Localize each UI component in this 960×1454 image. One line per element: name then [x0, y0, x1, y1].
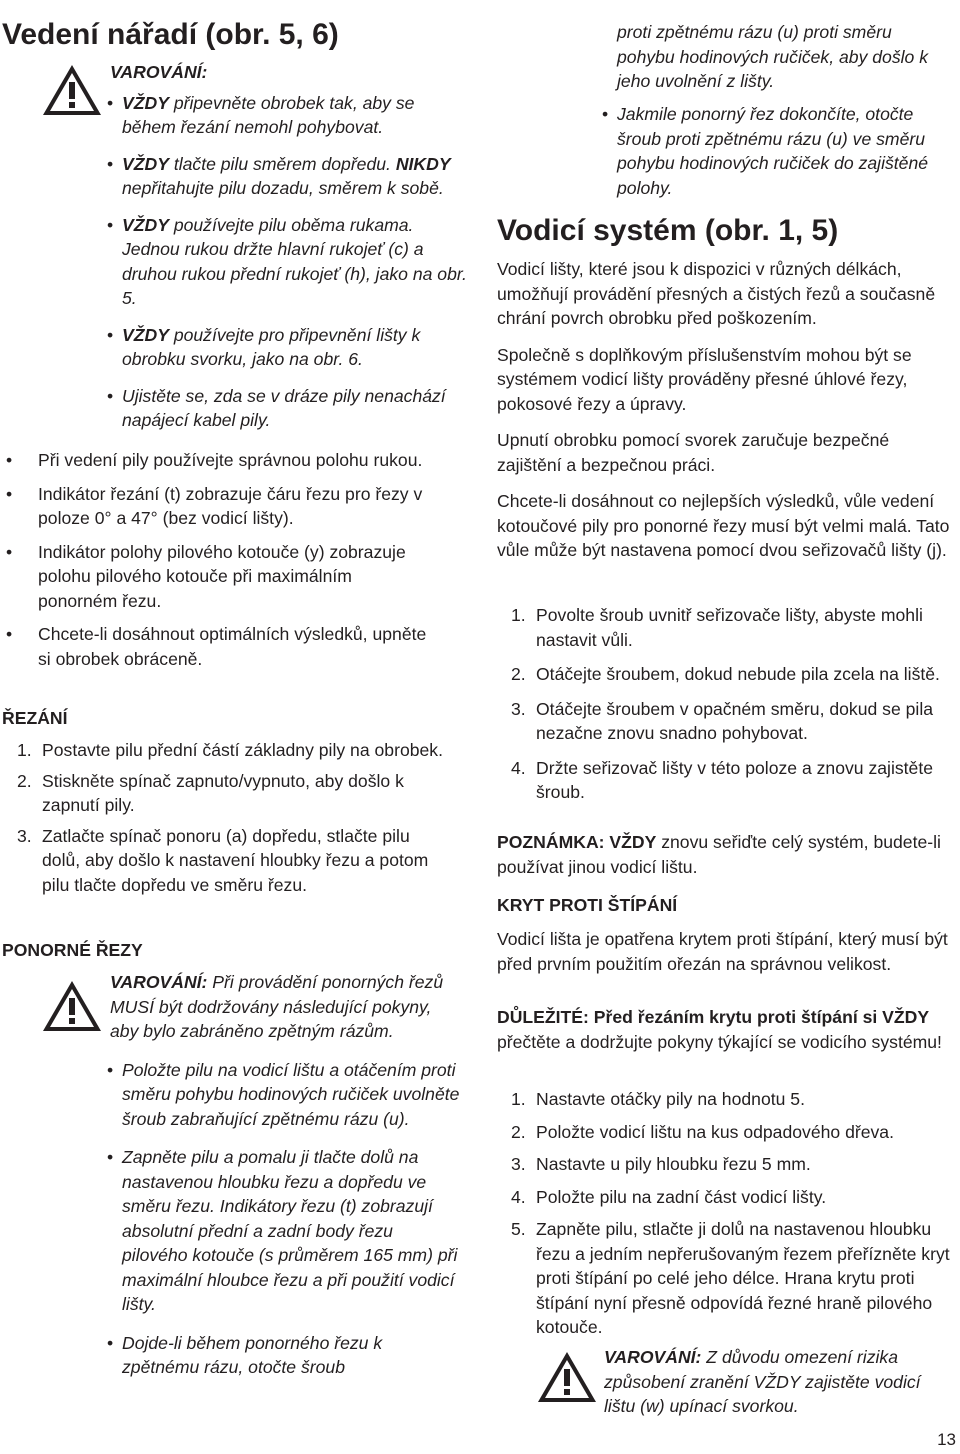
- list-item: 2. Stiskněte spínač zapnuto/vypnuto, aby došlo k zapnutí pily.: [17, 770, 404, 815]
- list-item: • Položte pilu na vodicí lištu a otáčením proti směru pohybu hodinových ručiček uvolněte šroub zabraňující zpětnému rázu (u).: [105, 1058, 460, 1132]
- warning-triangle-icon: [40, 978, 104, 1034]
- warning-intro: VAROVÁNÍ: Při provádění ponorných řezů MUSÍ být dodržovány následující pokyny, aby bylo zabráněno zpětným rázům.: [110, 972, 444, 1041]
- important-label: DŮLEŽITÉ: Před řezáním krytu proti štípání si VŽDY: [497, 1007, 930, 1027]
- list-item: 3. Otáčejte šroubem v opačném směru, dokud se pila nezačne znovu snadno pohybovat.: [511, 698, 934, 743]
- list-item: 1. Postavte pilu přední částí základny pily na obrobek.: [17, 740, 443, 760]
- warning-block-3: [497, 1345, 957, 1419]
- list-item: 2. Položte vodicí lištu na kus odpadového dřeva.: [511, 1121, 894, 1142]
- warning-label: VAROVÁNÍ:: [604, 1347, 702, 1367]
- section-heading-vedeni: Vedení nářadí (obr. 5, 6): [2, 18, 339, 51]
- list-item: 4. Držte seřizovač lišty v této poloze a znovu zajistěte šroub.: [511, 757, 934, 802]
- kryt-paragraph: Vodicí lišta je opatřena krytem proti štípání, který musí být před prvním použitím ořezán na správnou velikost.: [497, 929, 948, 974]
- list-item: • Zapněte pilu a pomalu ji tlačte dolů na nastavenou hloubku řezu a dopředu ve směru řezu. Indikátory řezu (t) zobrazují absolutní přední a zadní body řezu pilového kotouče (s průměrem 165 mm) při maximální hloubce řezu a při použití vodicí lišty.: [105, 1145, 460, 1317]
- adjust-steps: [497, 603, 957, 805]
- rezani-steps: [2, 738, 452, 897]
- section-heading-vodici-system: Vodicí systém (obr. 1, 5): [497, 214, 839, 247]
- paragraph: Upnutí obrobku pomocí svorek zaručuje bezpečné zajištění a bezpečnou práci.: [497, 430, 890, 475]
- paragraph: Chcete-li dosáhnout co nejlepších výsledků, vůle vedení kotoučové pily pro ponorné řezy musí být velmi malá. Tato vůle může být nastavena pomocí dvou seřizovačů lišty (j).: [497, 491, 950, 560]
- note-paragraph: POZNÁMKA: VŽDY znovu seřiďte celý systém, budete-li používat jinou vodicí lištu.: [497, 832, 941, 877]
- warning-triangle-icon: [535, 1349, 599, 1405]
- list-item: • VŽDY používejte pilu oběma rukama. Jednou rukou držte hlavní rukojeť (c) a druhou rukou přední rukojeť (h), jako na obr. 5.: [105, 213, 470, 311]
- paragraph: Vodicí lišty, které jsou k dispozici v různých délkách, umožňují provádění přesných a čistých řezů a současně chrání povrch obrobku před poškozením.: [497, 259, 936, 328]
- subheading-rezani: ŘEZÁNÍ: [2, 708, 68, 728]
- subheading-ponorne-rezy: PONORNÉ ŘEZY: [2, 940, 143, 960]
- important-paragraph: DŮLEŽITÉ: Před řezáním krytu proti štípání si VŽDY přečtěte a dodržujte pokyny týkající se vodicího systému!: [497, 1007, 942, 1052]
- note-label: POZNÁMKA: VŽDY: [497, 832, 657, 852]
- list-item: 1. Nastavte otáčky pily na hodnotu 5.: [511, 1089, 805, 1109]
- warning-list-1: [105, 91, 470, 433]
- page-number: 13: [937, 1430, 956, 1449]
- list-item: 3. Zatlačte spínač ponoru (a) dopředu, stlačte pilu dolů, aby došlo k nastavení hloubky řezu a potom pilu tlačte dopředu ve směru řezu.: [17, 825, 429, 895]
- list-item: • Při vedení pily používejte správnou polohu rukou.: [4, 448, 434, 473]
- list-item: • Jakmile ponorný řez dokončíte, otočte šroub proti zpětnému rázu (u) ve směru pohybu hodinových ručiček do zajištěné polohy.: [600, 102, 960, 200]
- warning-triangle-icon: [40, 62, 104, 118]
- warning-body-3: VAROVÁNÍ: Z důvodu omezení rizika způsobení zranění VŽDY zajistěte vodicí lištu (w) upínací svorkou.: [604, 1347, 921, 1416]
- list-item: • VŽDY připevněte obrobek tak, aby se během řezání nemohl pohybovat.: [105, 91, 470, 140]
- subheading-kryt: KRYT PROTI ŠTÍPÁNÍ: [497, 895, 678, 915]
- list-item: • Dojde-li během ponorného řezu k zpětnému rázu, otočte šroub: [105, 1331, 460, 1380]
- list-item: 3. Nastavte u pily hloubku řezu 5 mm.: [511, 1154, 811, 1174]
- vodici-system-paragraphs: [497, 257, 957, 563]
- list-item: 1. Povolte šroub uvnitř seřizovače lišty, abyste mohli nastavit vůli.: [511, 605, 923, 650]
- list-item: 5. Zapněte pilu, stlačte ji dolů na nastavenou hloubku řezu a jedním nepřerušovaným řezem přeřízněte kryt proti štípání po celé jeho délce. Hrana krytu proti štípání nyní přesně odpovídá řezné hraně pilového kotouče.: [511, 1219, 950, 1337]
- list-item: • Indikátor řezání (t) zobrazuje čáru řezu pro řezy v poloze 0° a 47° (bez vodicí lišty).: [4, 482, 434, 531]
- list-item: • Indikátor polohy pilového kotouče (y) zobrazuje polohu pilového kotouče při maximálním ponorném řezu.: [4, 540, 434, 614]
- warning-list-2: [105, 1058, 460, 1380]
- list-item: • VŽDY tlačte pilu směrem dopředu. NIKDY nepřitahujte pilu dozadu, směrem k sobě.: [105, 152, 470, 201]
- warning-block-1: [0, 60, 470, 433]
- warning-block-2: [0, 970, 470, 1380]
- paragraph: Společně s doplňkovým příslušenstvím mohou být se systémem vodicí lišty prováděny přesné úhlové řezy, pokosové řezy a úpravy.: [497, 344, 912, 414]
- warning-label: VAROVÁNÍ:: [110, 62, 208, 82]
- list-item: 2. Otáčejte šroubem, dokud nebude pila zcela na liště.: [511, 664, 940, 684]
- guidance-bullet-list: [4, 448, 434, 671]
- list-item: • Chcete-li dosáhnout optimálních výsledků, upněte si obrobek obráceně.: [4, 622, 434, 671]
- kryt-steps: [497, 1087, 959, 1340]
- list-item: 4. Položte pilu na zadní část vodicí lišty.: [511, 1186, 827, 1207]
- warning-body-2: [110, 970, 460, 1380]
- continued-text: proti zpětnému rázu (u) proti směru pohybu hodinových ručiček, aby došlo k jeho uvolnění z lišty.: [617, 22, 929, 91]
- list-item: • Ujistěte se, zda se v dráze pily nenachází napájecí kabel pily.: [105, 384, 470, 433]
- warning-body-1: [110, 60, 470, 433]
- warning-label: VAROVÁNÍ:: [110, 972, 208, 992]
- continued-bullet-list: [600, 102, 960, 200]
- list-item: • VŽDY používejte pro připevnění lišty k obrobku svorku, jako na obr. 6.: [105, 323, 470, 372]
